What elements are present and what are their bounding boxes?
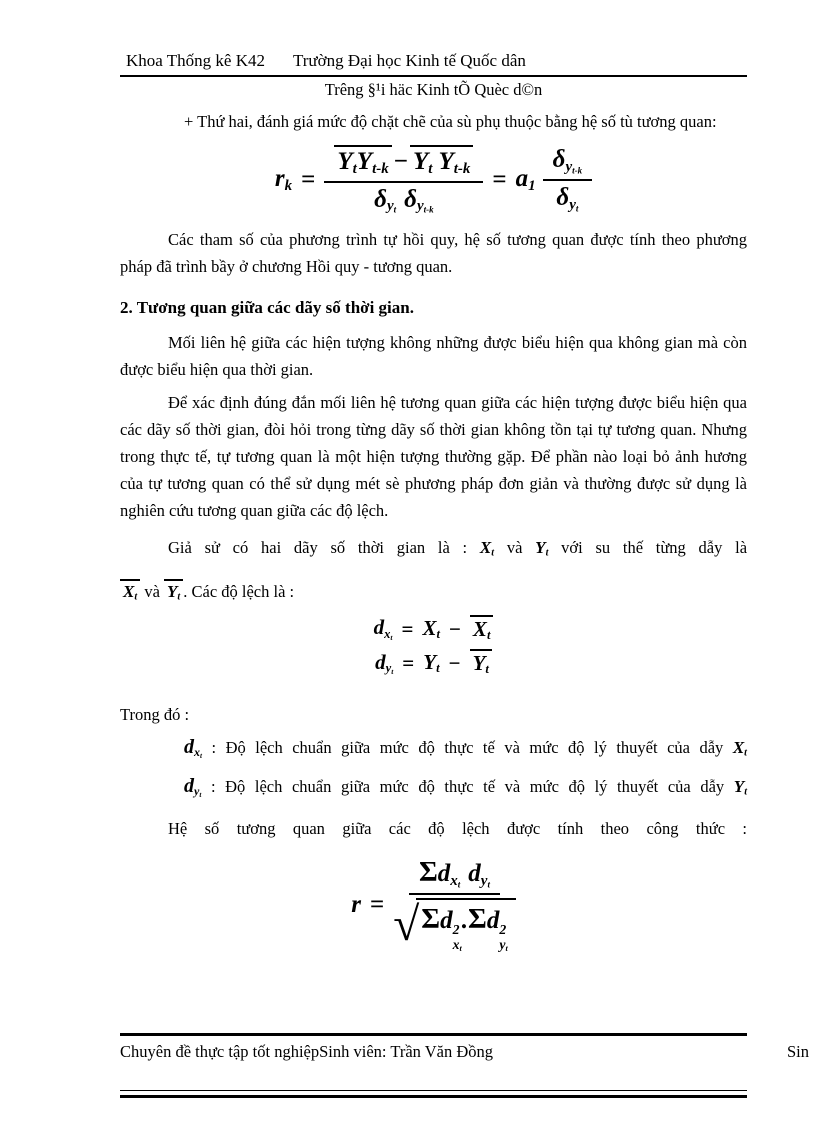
dy-desc-text: : Độ lệch chuẩn giữa mức độ thực tế và mức độ lý thuyết của dẫy (210, 777, 725, 797)
fraction-denominator (374, 183, 433, 216)
inline-Ybar-t: Yt (164, 579, 183, 603)
minus-sign: − (448, 650, 461, 675)
xy-text: . Các độ lệch là : (183, 582, 295, 602)
fraction-r (393, 856, 516, 953)
equals-sign: = (401, 616, 414, 641)
overline-Ytk: Yt-k (435, 145, 473, 178)
fraction-delta-ratio (543, 146, 592, 214)
sigma-sum: Σ (468, 903, 487, 936)
sub-xt: xt (452, 937, 462, 954)
header-line (120, 50, 747, 72)
equals-sign: = (402, 650, 415, 675)
math-r: r (351, 890, 361, 918)
header-left: Khoa Thống kê K42 (126, 51, 265, 70)
formula-r-correlation (120, 856, 747, 953)
overline-YtYtk: YtYt-k (334, 145, 391, 178)
line-xbar-ybar (120, 578, 747, 605)
line-he-so: Hệ số tương quan giữa các độ lệch được tính theo công thức : (168, 819, 747, 839)
line-dy-desc (120, 773, 747, 809)
square-root (393, 899, 516, 954)
sub-yt: yt (480, 872, 490, 890)
sub-yt: yt (499, 937, 508, 954)
delta-yt: δyt (374, 185, 397, 215)
bottom-rule-thin (120, 1090, 747, 1091)
inline-dxt: dxt (184, 735, 202, 760)
fraction-numerator (324, 145, 483, 183)
sub-xt: xt (384, 626, 393, 642)
gia-su-text-1: Giả sử có hai dãy số thời gian là : (168, 537, 468, 557)
radical-body: Σd 2 xt .Σd 2 yt (416, 898, 515, 953)
paragraph-moi-lien-he: Mối liên hệ giữa các hiện tượng không những được biểu hiện qua không gian mà còn được biểu hiện qua thời gian. (120, 332, 747, 379)
paragraph-de-xac-dinh: Để xác định đúng đắn mối liên hệ tương quan giữa các hiện tượng được biểu hiện qua các dãy số thời gian, đòi hỏi trong từng dãy số thời gian không tồn tại tự tương quan. Nhưng trong thực tế, tự tương quan là một hiện tượng thường gặp. Để phần nào loại bỏ ảnh hương của tự tương quan có thể sử dụng mét sè phương pháp đơn giản và thường được sử dụng là nghiên cứu tương quan giữa các độ lệch. (120, 392, 747, 520)
sub-yt: yt (569, 197, 579, 214)
inline-Xbar-t: Xt (120, 579, 140, 603)
math-dyt: dyt (375, 649, 394, 676)
fraction-main (324, 145, 483, 216)
bottom-rule-thick (120, 1095, 747, 1098)
equals-sign: = (301, 165, 316, 193)
equals-sign: = (369, 890, 385, 918)
xy-va: và (144, 582, 160, 602)
overline-Yt: Yt (410, 145, 435, 178)
content-area (120, 50, 747, 964)
radical-sign: √ (393, 899, 420, 952)
delta-ytk: δyt-k (404, 185, 434, 215)
formula-autocorrelation-rk (120, 145, 747, 216)
paragraph-params: Các tham số của phương trình tự hồi quy, hệ số tương quan được tính theo phương pháp đã trình bầy ở chương Hồi quy - tương quan. (120, 229, 747, 276)
line-gia-su (120, 534, 747, 567)
header-subtitle: Trêng §¹i häc Kinh tÕ Quèc d©n (324, 80, 543, 99)
sub-xt: xt (450, 872, 461, 890)
fraction-denominator: δyt (556, 184, 579, 214)
formula-dx (120, 615, 747, 642)
paragraph-intro: + Thứ hai, đánh giá mức độ chặt chẽ của sù phụ thuộc bằng hệ số tù tương quan: (184, 112, 717, 131)
supsub-2-xt: 2 xt (452, 922, 462, 954)
footer-rule (120, 1033, 747, 1036)
header-rule (120, 75, 747, 77)
minus-sign: − (393, 148, 408, 175)
sub-xt: xt (194, 744, 202, 760)
overline-Xt: Xt (470, 615, 494, 642)
line-trong-do: Trong đó : (120, 704, 190, 724)
footer-right-fragment: Sin (787, 1042, 810, 1061)
math-Xt: Xt (422, 615, 440, 642)
sigma-sum: Σ (418, 856, 438, 889)
fraction-numerator: δyt-k (543, 146, 592, 181)
math-Yt: Yt (423, 650, 440, 676)
fraction-numerator: Σdxt dyt (409, 856, 500, 895)
section-heading-2: 2. Tương quan giữa các dãy số thời gian. (120, 297, 414, 317)
footer-course-label: Chuyên đề thực tập tốt nghiệp (120, 1042, 320, 1061)
equals-sign: = (492, 165, 507, 193)
math-a1: a1 (515, 165, 536, 195)
fraction-denominator (393, 895, 516, 953)
inline-Yt: Yt (733, 777, 748, 798)
footer-student: Sinh viên: Trần Văn Đồng (319, 1042, 494, 1061)
math-dxt: dxt (373, 615, 393, 642)
gia-su-text-2: với su thế từng dẫy là (561, 537, 748, 557)
sigma-sum: Σ (421, 903, 441, 936)
formula-dy (120, 649, 747, 676)
math-rk: rk (274, 165, 293, 195)
sub-yt: yt (386, 198, 397, 215)
gia-su-va: và (506, 537, 523, 557)
footer-line (120, 1039, 747, 1065)
dx-desc-text: : Độ lệch chuẩn giữa mức độ thực tế và mức độ lý thuyết của dẫy (211, 737, 724, 757)
sub-yt: yt (194, 784, 202, 800)
sub-ytk: yt-k (565, 159, 583, 176)
supsub-2-yt: 2 yt (499, 922, 508, 954)
minus-sign: − (448, 616, 461, 641)
sub-yt: yt (385, 660, 394, 676)
overline-Yt: Yt (470, 649, 492, 676)
inline-Yt: Yt (535, 537, 549, 559)
dot-operator: . (461, 907, 469, 935)
header-right: Trường Đại học Kinh tế Quốc dân (292, 51, 526, 70)
inline-Xt: Xt (479, 537, 495, 559)
sub-ytk: yt-k (416, 198, 434, 215)
inline-Xt: Xt (732, 737, 747, 759)
inline-dyt: dyt (184, 775, 202, 800)
line-dx-desc (120, 734, 747, 770)
